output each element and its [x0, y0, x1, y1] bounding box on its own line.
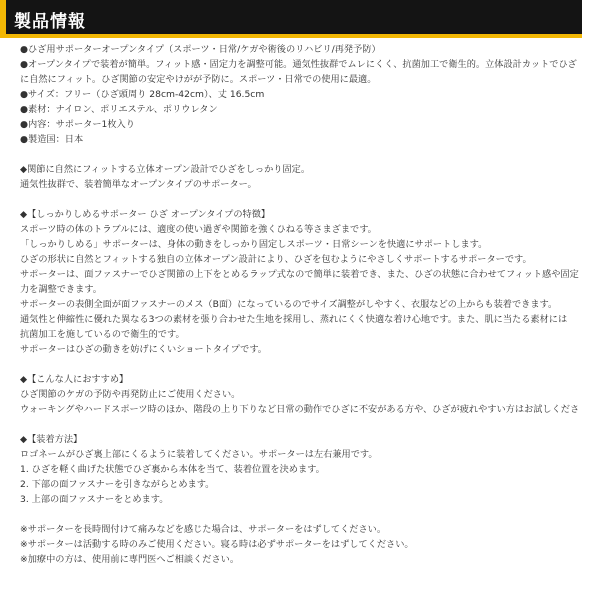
feature-line: サポーターはひざの動きを妨げにくいショートタイプです。	[20, 344, 267, 355]
howto-step: 1. ひざを軽く曲げた状態でひざ裏から本体を当て、装着位置を決めます。	[20, 464, 325, 475]
product-description	[20, 42, 586, 567]
recommend-block	[20, 372, 586, 417]
notes-block	[20, 522, 586, 567]
feature-line: ひざの形状に自然とフィットする独自の立体オープン設計により、ひざを包むようにやさしくサポートするサポーターです。	[20, 254, 532, 265]
features-heading: ◆【しっかりしめるサポーター ひざ オープンタイプの特徴】	[20, 209, 271, 220]
feature-line: 「しっかりしめる」サポーターは、身体の動きをしっかり固定しスポーツ・日常シーンを快適にサポートします。	[20, 239, 488, 250]
intro-block	[20, 162, 586, 192]
intro-line: 通気性抜群で、装着簡単なオープンタイプのサポーター。	[20, 179, 257, 190]
features-block	[20, 207, 586, 357]
howto-heading: ◆【装着方法】	[20, 434, 83, 445]
recommend-heading: ◆【こんな人におすすめ】	[20, 374, 129, 385]
howto-step: 3. 上部の面ファスナーをとめます。	[20, 494, 169, 505]
spec-list	[20, 42, 586, 147]
spec-line: ●オープンタイプで装着が簡単。フィット感・固定力を調整可能。通気性抜群でムレにくく、抗菌加工で衛生的。立体設計カットでひざ	[20, 59, 577, 70]
spec-line: ●素材：ナイロン、ポリエステル、ポリウレタン	[20, 104, 218, 115]
intro-line: ◆関節に自然にフィットする立体オープン設計でひざをしっかり固定。	[20, 164, 311, 175]
feature-line: 抗菌加工を施しているので衛生的です。	[20, 329, 185, 340]
header-underline-stripe	[0, 34, 582, 38]
section-header	[0, 0, 582, 38]
note-line: ※サポーターは活動する時のみご使用ください。寝る時は必ずサポーターをはずしてください。	[20, 539, 414, 550]
feature-line: サポーターの表側全面が面ファスナーのメス（B面）になっているのでサイズ調整がしやすく、衣服などの上からも装着できます。	[20, 299, 558, 310]
page-title: 製品情報	[14, 12, 86, 32]
spec-line: ●製造国：日本	[20, 134, 84, 145]
howto-line: ロゴネームがひざ裏上部にくるように装着してください。サポーターは左右兼用です。	[20, 449, 378, 460]
recommend-line: ひざ関節のケガの予防や再発防止にご使用ください。	[20, 389, 241, 400]
feature-line: 通気性と伸縮性に優れた異なる3つの素材を張り合わせた生地を採用し、蒸れにくく快適な着け心地です。また、肌に当たる素材には	[20, 314, 568, 325]
howto-block	[20, 432, 586, 507]
recommend-line: ウォーキングやハードスポーツ時のほか、階段の上り下りなど日常の動作でひざに不安がある方や、ひざが疲れやすい方はお試しくださ	[20, 404, 580, 415]
spec-line: ●ひざ用サポーターオープンタイプ（スポーツ・日常/ケガや術後のリハビリ/再発予防）	[20, 44, 381, 55]
feature-line: スポーツ時の体のトラブルには、適度の使い過ぎや関節を強くひねる等さまざまです。	[20, 224, 377, 235]
spec-line: ●サイズ：フリー（ひざ頭周り 28cm-42cm）、丈 16.5cm	[20, 89, 265, 100]
feature-line: サポーターは、面ファスナーでひざ関節の上下をとめるラップ式なので簡単に装着でき、また、ひざの状態に合わせてフィット感や固定	[20, 269, 579, 280]
spec-line: ●内容：サポーター1枚入り	[20, 119, 135, 130]
header-accent-bar	[0, 0, 6, 38]
feature-line: 力を調整できます。	[20, 284, 102, 295]
note-line: ※サポーターを長時間付けて痛みなどを感じた場合は、サポーターをはずしてください。	[20, 524, 387, 535]
howto-step: 2. 下部の面ファスナーを引きながらとめます。	[20, 479, 215, 490]
note-line: ※加療中の方は、使用前に専門医へご相談ください。	[20, 554, 240, 565]
spec-line: に自然にフィット。ひざ関節の安定やけがが予防に。スポーツ・日常での使用に最適。	[20, 74, 377, 85]
